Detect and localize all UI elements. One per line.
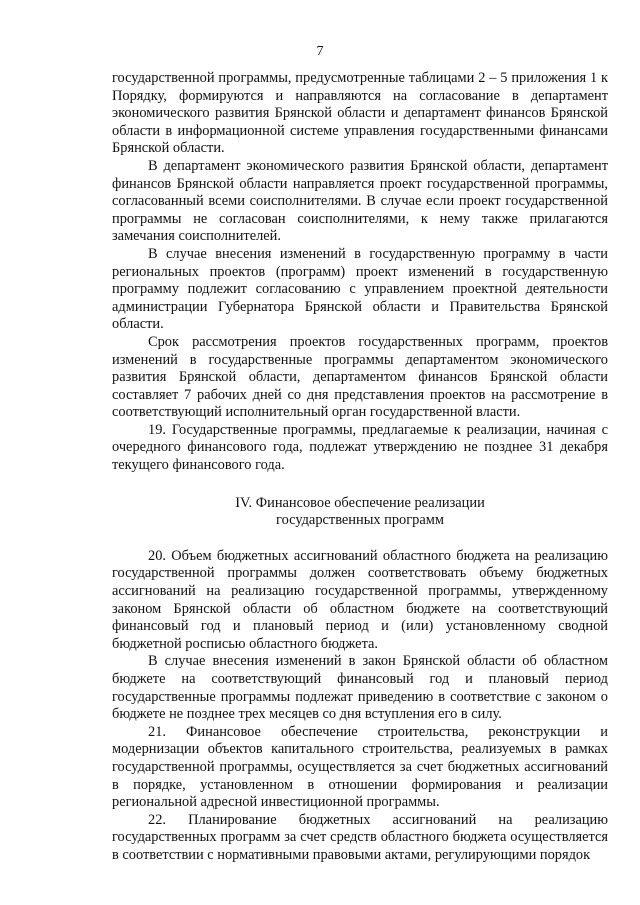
paragraph-item-21: 21. Финансовое обеспечение строительства, реконструкции и модернизации объектов капитального строительства, реализуемых в рамках государственной программы, осуществляется за счет бюджетных ассигнований в порядке, установленном в отношении формирования и реализации региональной адресной инвестиционной программы. (112, 723, 608, 811)
paragraph-submission: В департамент экономического развития Брянской области, департамент финансов Брянской области направляется проект государственной программы, согласованный всеми соисполнителями. В случае если проект государственной программы не согласован соисполнителями, к нему также прилагаются замечания соисполнителей. (112, 157, 608, 245)
section-heading (112, 495, 608, 530)
paragraph-item-20: 20. Объем бюджетных ассигнований областного бюджета на реализацию государственной программы должен соответствовать объему бюджетных ассигнований на реализацию государственной программы, утвержденному законом Брянской области об областном бюджете на соответствующий финансовый год и плановый период и (или) установленному сводной бюджетной росписью областного бюджета. (112, 547, 608, 652)
section-heading-line-2: государственных программ (276, 512, 444, 529)
page-number: 7 (316, 44, 324, 59)
document-body (112, 70, 608, 865)
paragraph-continuation: государственной программы, предусмотренные таблицами 2 – 5 приложения 1 к Порядку, формируются и направляются на согласование в департамент экономического развития Брянской области и департамент финансов Брянской области в информационной системе управления государственными финансами Брянской области. (112, 70, 608, 157)
paragraph-item-19: 19. Государственные программы, предлагаемые к реализации, начиная с очередного финансового года, подлежат утверждению не позднее 31 декабря текущего финансового года. (112, 421, 608, 474)
section-heading-line-1: IV. Финансовое обеспечение реализации (235, 494, 485, 511)
paragraph-item-22: 22. Планирование бюджетных ассигнований на реализацию государственных программ за счет средств областного бюджета осуществляется в соответствии с нормативными правовыми актами, регулирующими порядок (112, 811, 608, 863)
paragraph-budget-law-changes: В случае внесения изменений в закон Брянской области об областном бюджете на соответствующий финансовый год и плановый период государственные программы подлежат приведению в соответствие с законом о бюджете не позднее трех месяцев со дня вступления его в силу. (112, 653, 608, 723)
paragraph-regional-projects: В случае внесения изменений в государственную программу в части региональных проектов (программ) проект изменений в государственную программу подлежит согласованию с управлением проектной деятельности администрации Губернатора Брянской области и Правительства Брянской области. (112, 245, 608, 333)
paragraph-review-term: Срок рассмотрения проектов государственных программ, проектов изменений в государственные программы департаментом экономического развития Брянской области, департаментом финансов Брянской области составляет 7 рабочих дней со дня представления проектов на рассмотрение в соответствующий исполнительный орган государственной власти. (112, 333, 608, 421)
